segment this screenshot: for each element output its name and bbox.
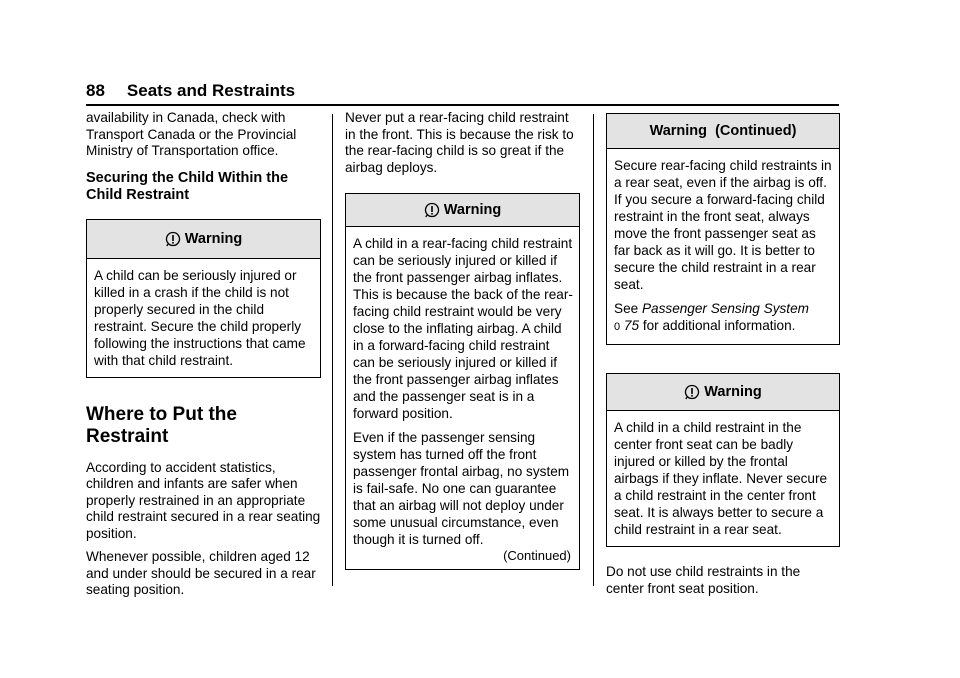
warning-text: A child in a rear-facing child restraint can be seriously injured or killed if the front passenger airbag inflates. This is because the back of the rear-facing child restraint would be very close to the inflating airbag. A child in a forward-facing child restraint can be seriously injured or killed if the front passenger airbag inflates and the passenger seat is in a forward position.	[353, 236, 573, 421]
warning-label: Warning	[704, 384, 762, 400]
section-title: Seats and Restraints	[126, 81, 296, 100]
continued-label: (Continued)	[503, 548, 571, 563]
warning-label: Warning (Continued)	[649, 123, 797, 139]
warning-icon	[424, 202, 440, 218]
reference-page[interactable]: 75	[623, 318, 640, 333]
warning-box-continued	[606, 113, 840, 345]
section-heading: Where to Put the Restraint	[86, 403, 237, 447]
paragraph: Whenever possible, children aged 12 and under should be secured in a rear seating position.	[86, 549, 316, 597]
cross-reference	[614, 300, 833, 336]
warning-text: Secure rear-facing child restraints in a rear seat, even if the airbag is off. If you secure a forward-facing child restraint in the front seat, always move the front passenger seat as far back as it will go. It is better to secure the child restraint in a rear seat.	[614, 158, 832, 292]
warning-box	[606, 373, 840, 547]
column-divider	[332, 114, 333, 586]
subheading: Securing the Child Within the Child Restraint	[86, 169, 289, 203]
warning-icon	[165, 231, 181, 247]
warning-label: Warning	[184, 230, 243, 247]
warning-box	[345, 193, 580, 570]
warning-text: A child can be seriously injured or killed in a crash if the child is not properly secured in the child restraint. Secure the child properly following the instructions that came with that child restraint.	[94, 267, 306, 368]
warning-icon	[684, 384, 700, 400]
paragraph: According to accident statistics, children and infants are safer when properly restrained in an appropriate child restraint secured in a rear seating position.	[86, 459, 321, 541]
column-2	[345, 110, 580, 570]
warning-header	[346, 194, 579, 227]
warning-text: Even if the passenger sensing system has turned off the front passenger frontal airbag, no system is fail-safe. No one can guarantee that an airbag will not deploy under some unusual circumstance, even though it is turned off.	[353, 430, 570, 547]
column-divider	[593, 114, 594, 586]
intro-paragraph: availability in Canada, check with Transport Canada or the Provincial Ministry of Transportation office.	[86, 110, 297, 158]
intro-paragraph: Never put a rear-facing child restraint in the front. This is because the risk to the rear-facing child is so great if the airbag deploys.	[345, 110, 574, 175]
page-ref-icon: 0	[614, 321, 621, 333]
warning-header	[607, 374, 839, 411]
column-3	[606, 110, 840, 604]
reference-link[interactable]: Passenger Sensing System	[641, 301, 809, 316]
see-label: See	[614, 301, 639, 316]
closing-paragraph: Do not use child restraints in the center front seat position.	[606, 564, 801, 596]
warning-box	[86, 219, 321, 378]
column-1	[86, 110, 321, 606]
page-header	[86, 81, 295, 101]
warning-text: A child in a child restraint in the center front seat can be badly injured or killed by the frontal airbags if they inflate. Never secure a child restraint in the center front seat. It is always better to secure a child restraint in a rear seat.	[614, 420, 828, 537]
warning-label: Warning	[443, 202, 502, 218]
warning-header	[87, 220, 320, 259]
warning-header	[607, 114, 839, 149]
header-rule	[86, 104, 839, 106]
page-number: 88	[86, 81, 105, 100]
reference-tail: for additional information.	[642, 318, 796, 333]
